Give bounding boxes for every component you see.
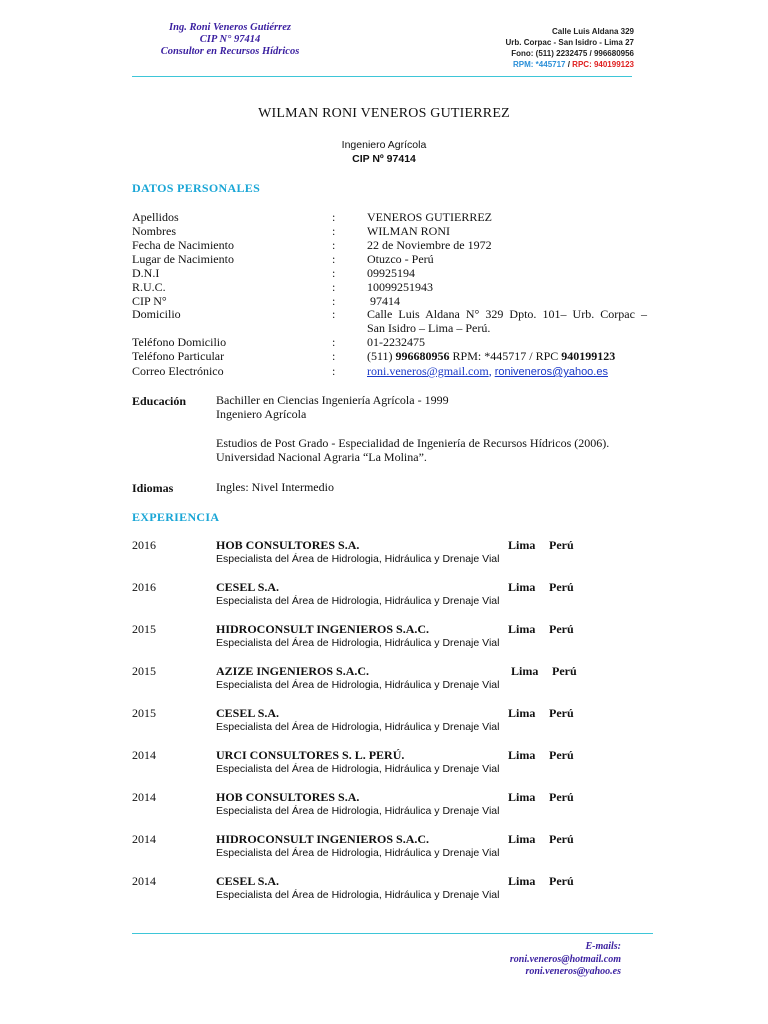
tel-prefix: (511) [367, 349, 396, 363]
education-line-1: Bachiller en Ciencias Ingeniería Agrícola - 1999 [216, 393, 449, 407]
experience-company: CESEL S.A. [216, 874, 280, 888]
footer-label: E-mails: [585, 941, 621, 952]
languages-value: Ingles: Nivel Intermedio [216, 480, 334, 494]
experience-city: Lima [508, 748, 536, 762]
colon: : [332, 280, 336, 294]
experience-city: Lima [508, 790, 536, 804]
email-gmail-link[interactable]: roni.veneros@gmail.com [367, 364, 489, 378]
colon: : [332, 210, 336, 224]
experience-country: Perú [549, 538, 574, 552]
experience-role: Especialista del Área de Hidrologia, Hidráulica y Drenaje Vial [216, 847, 500, 859]
experience-company: CESEL S.A. [216, 580, 280, 594]
experience-year: 2014 [132, 790, 156, 804]
value-dni: 09925194 [367, 266, 415, 280]
label-nombres: Nombres [132, 224, 176, 238]
tel-rpc: 940199123 [561, 349, 616, 363]
letterhead-left [130, 22, 330, 58]
rpm-rpc-line [506, 59, 634, 70]
experience-company: HIDROCONSULT INGENIEROS S.A.C. [216, 622, 430, 636]
education-line-4: Universidad Nacional Agraria “La Molina”. [216, 449, 427, 464]
value-tel-particular [367, 350, 647, 364]
experience-city: Lima [508, 622, 536, 636]
letterhead-contact [506, 26, 634, 70]
education-line-2: Ingeniero Agrícola [216, 406, 307, 421]
address-line-2: Urb. Corpac - San Isidro - Lima 27 [505, 38, 634, 47]
experience-heading: EXPERIENCIA [132, 510, 220, 524]
education-label: Educación [132, 394, 187, 408]
experience-company: HOB CONSULTORES S.A. [216, 538, 360, 552]
experience-country: Perú [549, 748, 574, 762]
header-divider [132, 76, 632, 77]
colon: : [332, 266, 336, 280]
experience-city: Lima [511, 664, 539, 678]
colon: : [332, 294, 336, 308]
experience-country: Perú [549, 790, 574, 804]
value-cip: 97414 [367, 294, 400, 308]
experience-year: 2014 [132, 748, 156, 762]
experience-role: Especialista del Área de Hidrologia, Hidráulica y Drenaje Vial [216, 763, 500, 775]
letterhead-cip: CIP N° 97414 [199, 34, 261, 45]
value-domicilio [367, 308, 647, 335]
value-correo [367, 365, 667, 380]
experience-company: HOB CONSULTORES S.A. [216, 790, 360, 804]
phone-line: Fono: (511) 2232475 / 996680956 [511, 49, 634, 58]
domicilio-line-2: San Isidro – Lima – Perú. [367, 320, 491, 335]
rpm-rpc-separator: / [565, 60, 573, 69]
value-nombres: WILMAN RONI [367, 224, 450, 238]
colon: : [332, 364, 336, 378]
label-domicilio: Domicilio [132, 307, 181, 321]
footer-email-hotmail[interactable]: roni.veneros@hotmail.com [509, 953, 621, 965]
experience-country: Perú [549, 874, 574, 888]
experience-company: CESEL S.A. [216, 706, 280, 720]
experience-year: 2014 [132, 874, 156, 888]
personal-data-heading: DATOS PERSONALES [132, 181, 261, 195]
colon: : [332, 307, 336, 321]
value-ruc: 10099251943 [367, 280, 433, 294]
email-separator: , [488, 364, 495, 378]
experience-city: Lima [508, 874, 536, 888]
experience-role: Especialista del Área de Hidrologia, Hidráulica y Drenaje Vial [216, 595, 500, 607]
colon: : [332, 335, 336, 349]
value-tel-domicilio: 01-2232475 [367, 335, 425, 349]
education-postgrad-block [216, 437, 609, 464]
experience-company: AZIZE INGENIEROS S.A.C. [216, 664, 370, 678]
footer-email-yahoo[interactable]: roni.veneros@yahoo.es [525, 966, 621, 977]
experience-city: Lima [508, 832, 536, 846]
experience-role: Especialista del Área de Hidrologia, Hidráulica y Drenaje Vial [216, 679, 500, 691]
cv-profession: Ingeniero Agrícola [341, 139, 427, 151]
experience-city: Lima [508, 538, 536, 552]
label-tel-domicilio: Teléfono Domicilio [132, 335, 227, 349]
rpc-number: RPC: 940199123 [572, 60, 634, 69]
footer-divider [132, 933, 653, 934]
footer-emails [510, 941, 621, 979]
label-lugar: Lugar de Nacimiento [132, 252, 234, 266]
cv-cip: CIP Nº 97414 [352, 153, 416, 165]
experience-year: 2015 [132, 706, 156, 720]
education-degree-block [216, 394, 449, 421]
email-yahoo-link[interactable]: roniveneros@yahoo.es [494, 366, 608, 378]
cv-name: WILMAN RONI VENEROS GUTIERREZ [258, 106, 510, 121]
colon: : [332, 349, 336, 363]
colon: : [332, 224, 336, 238]
letterhead-role: Consultor en Recursos Hídricos [160, 46, 300, 57]
experience-city: Lima [508, 580, 536, 594]
tel-middle: RPM: *445717 / RPC [449, 349, 562, 363]
experience-company: URCI CONSULTORES S. L. PERÚ. [216, 748, 405, 762]
experience-year: 2016 [132, 538, 156, 552]
experience-country: Perú [549, 706, 574, 720]
colon: : [332, 238, 336, 252]
rpm-number: RPM: *445717 [513, 60, 566, 69]
experience-year: 2015 [132, 622, 156, 636]
experience-year: 2015 [132, 664, 156, 678]
value-fecha: 22 de Noviembre de 1972 [367, 238, 492, 252]
experience-year: 2016 [132, 580, 156, 594]
letterhead-name: Ing. Roni Veneros Gutiérrez [169, 22, 291, 33]
tel-cell: 996680956 [395, 349, 450, 363]
experience-city: Lima [508, 706, 536, 720]
address-line-1: Calle Luis Aldana 329 [552, 27, 634, 36]
experience-role: Especialista del Área de Hidrologia, Hidráulica y Drenaje Vial [216, 553, 500, 565]
value-lugar: Otuzco - Perú [367, 252, 434, 266]
experience-role: Especialista del Área de Hidrologia, Hidráulica y Drenaje Vial [216, 805, 500, 817]
label-tel-particular: Teléfono Particular [132, 349, 225, 363]
label-correo: Correo Electrónico [132, 364, 224, 378]
experience-country: Perú [552, 664, 577, 678]
experience-country: Perú [549, 580, 574, 594]
label-cip: CIP N° [132, 294, 167, 308]
cv-profession-block [0, 138, 768, 166]
colon: : [332, 252, 336, 266]
experience-role: Especialista del Área de Hidrologia, Hidráulica y Drenaje Vial [216, 889, 500, 901]
experience-role: Especialista del Área de Hidrologia, Hidráulica y Drenaje Vial [216, 721, 500, 733]
label-dni: D.N.I [132, 266, 160, 280]
value-apellidos: VENEROS GUTIERREZ [367, 210, 492, 224]
experience-role: Especialista del Área de Hidrologia, Hidráulica y Drenaje Vial [216, 637, 500, 649]
domicilio-line-1: Calle Luis Aldana N° 329 Dpto. 101– Urb. Corpac – [367, 307, 647, 321]
experience-company: HIDROCONSULT INGENIEROS S.A.C. [216, 832, 430, 846]
label-ruc: R.U.C. [132, 280, 166, 294]
languages-label: Idiomas [132, 481, 174, 495]
experience-country: Perú [549, 622, 574, 636]
label-fecha: Fecha de Nacimiento [132, 238, 234, 252]
label-apellidos: Apellidos [132, 210, 179, 224]
education-line-3: Estudios de Post Grado - Especialidad de Ingeniería de Recursos Hídricos (2006). [216, 436, 610, 450]
experience-year: 2014 [132, 832, 156, 846]
experience-country: Perú [549, 832, 574, 846]
